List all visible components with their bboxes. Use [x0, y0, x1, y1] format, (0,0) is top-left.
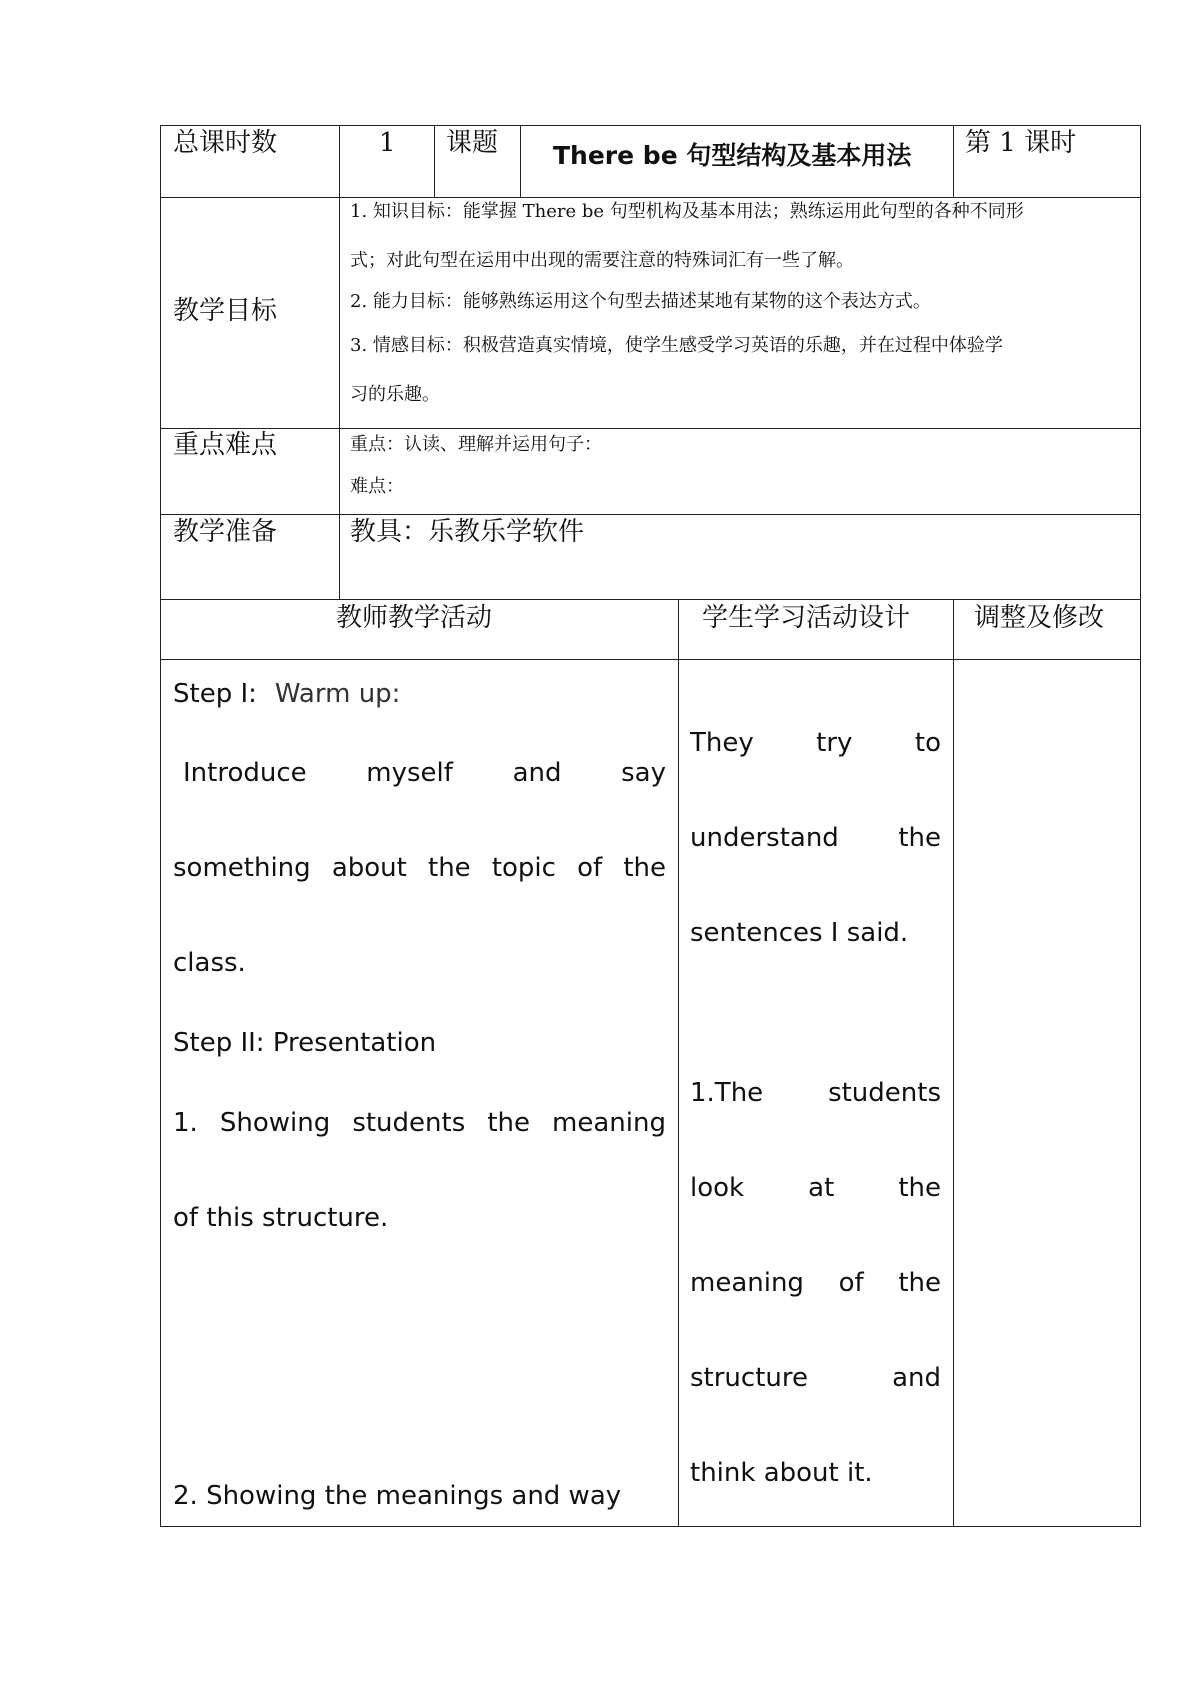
objective-line-5: 习的乐趣。 [350, 384, 440, 405]
word: Introduce [183, 758, 307, 788]
word: look [690, 1173, 745, 1203]
word: of [838, 1268, 864, 1298]
col-divider-student [953, 599, 954, 1527]
word: the [428, 853, 471, 883]
col-divider-topic [953, 125, 954, 198]
word: meaning [690, 1268, 804, 1298]
objective-line-2: 式；对此句型在运用中出现的需要注意的特殊词汇有一些了解。 [350, 250, 854, 271]
student2-line-4 [690, 1365, 941, 1391]
word: students [352, 1108, 466, 1138]
col-divider-topic-label [520, 125, 521, 198]
word: the [898, 1173, 941, 1203]
intro-line-1 [183, 760, 666, 786]
preparation-label: 教学准备 [173, 517, 278, 547]
topic-label: 课题 [446, 128, 499, 158]
student2-line-3 [690, 1270, 941, 1296]
word: myself [366, 758, 453, 788]
step1-label: Step I: [173, 679, 257, 709]
table-border-left [160, 125, 161, 1527]
word: the [898, 1268, 941, 1298]
student2-line-1 [690, 1080, 941, 1106]
column-header-student: 学生学习活动设计 [702, 603, 911, 633]
word: and [892, 1363, 941, 1393]
topic-title: There be 句型结构及基本用法 [553, 141, 912, 170]
word: understand [690, 823, 839, 853]
show1-line-2: of this structure. [173, 1203, 389, 1233]
word: to [914, 728, 941, 758]
step2-heading: Step II: Presentation [173, 1028, 437, 1058]
word: of [577, 853, 603, 883]
row-divider-2 [160, 428, 1141, 429]
objective-line-4: 3. 情感目标：积极营造真实情境，使学生感受学习英语的乐趣，并在过程中体验学 [350, 335, 1003, 356]
word: students [828, 1078, 941, 1108]
word: the [623, 853, 666, 883]
col-divider-teacher [678, 599, 679, 1527]
row-divider-3 [160, 514, 1141, 515]
row-divider-5 [160, 659, 1141, 660]
word: about [331, 853, 407, 883]
word: at [808, 1173, 835, 1203]
key-points-label: 重点难点 [173, 430, 278, 460]
word: Showing [219, 1108, 331, 1138]
objective-line-1: 1. 知识目标：能掌握 There be 句型机构及基本用法；熟练运用此句型的各种不同形 [350, 201, 1024, 222]
word: 1.The [690, 1078, 764, 1108]
word: the [898, 823, 941, 853]
difficult-point-text: 难点： [350, 476, 404, 497]
step1-title: Warm up: [274, 679, 401, 709]
student2-line-5: think about it. [690, 1458, 873, 1488]
total-hours-label: 总课时数 [173, 128, 278, 158]
student1-line-1 [690, 730, 941, 756]
total-hours-value: 1 [379, 128, 396, 158]
col-divider-label [339, 125, 340, 600]
student1-line-3: sentences I said. [690, 918, 909, 948]
intro-line-3: class. [173, 948, 246, 978]
word: and [512, 758, 562, 788]
word: topic [491, 853, 556, 883]
key-point-text: 重点：认读、理解并运用句子： [350, 434, 602, 455]
word: structure [690, 1363, 808, 1393]
show1-line-1 [173, 1110, 666, 1136]
student2-line-2 [690, 1175, 941, 1201]
column-header-teacher: 教师教学活动 [336, 603, 493, 633]
table-border-bottom [160, 1526, 1141, 1527]
objective-line-3: 2. 能力目标：能够熟练运用这个句型去描述某地有某物的这个表达方式。 [350, 291, 931, 312]
col-divider-hours [434, 125, 435, 198]
word: the [487, 1108, 530, 1138]
word: something [173, 853, 311, 883]
table-border-right [1140, 125, 1141, 1527]
word: say [621, 758, 666, 788]
column-header-adjust: 调整及修改 [974, 603, 1105, 633]
intro-line-2 [173, 855, 666, 881]
student1-line-2 [690, 825, 941, 851]
objectives-label: 教学目标 [173, 296, 278, 326]
show2-line-1: 2. Showing the meanings and way [173, 1481, 622, 1511]
row-divider-1 [160, 197, 1141, 198]
word: They [690, 728, 754, 758]
preparation-value: 教具：乐教乐学软件 [350, 517, 585, 547]
row-divider-4 [160, 599, 1141, 600]
lesson-number-label: 第 1 课时 [965, 128, 1077, 158]
table-border-top [160, 125, 1141, 126]
word: 1. [173, 1108, 198, 1138]
word: try [816, 728, 853, 758]
step1-heading [173, 681, 400, 707]
word: meaning [552, 1108, 666, 1138]
